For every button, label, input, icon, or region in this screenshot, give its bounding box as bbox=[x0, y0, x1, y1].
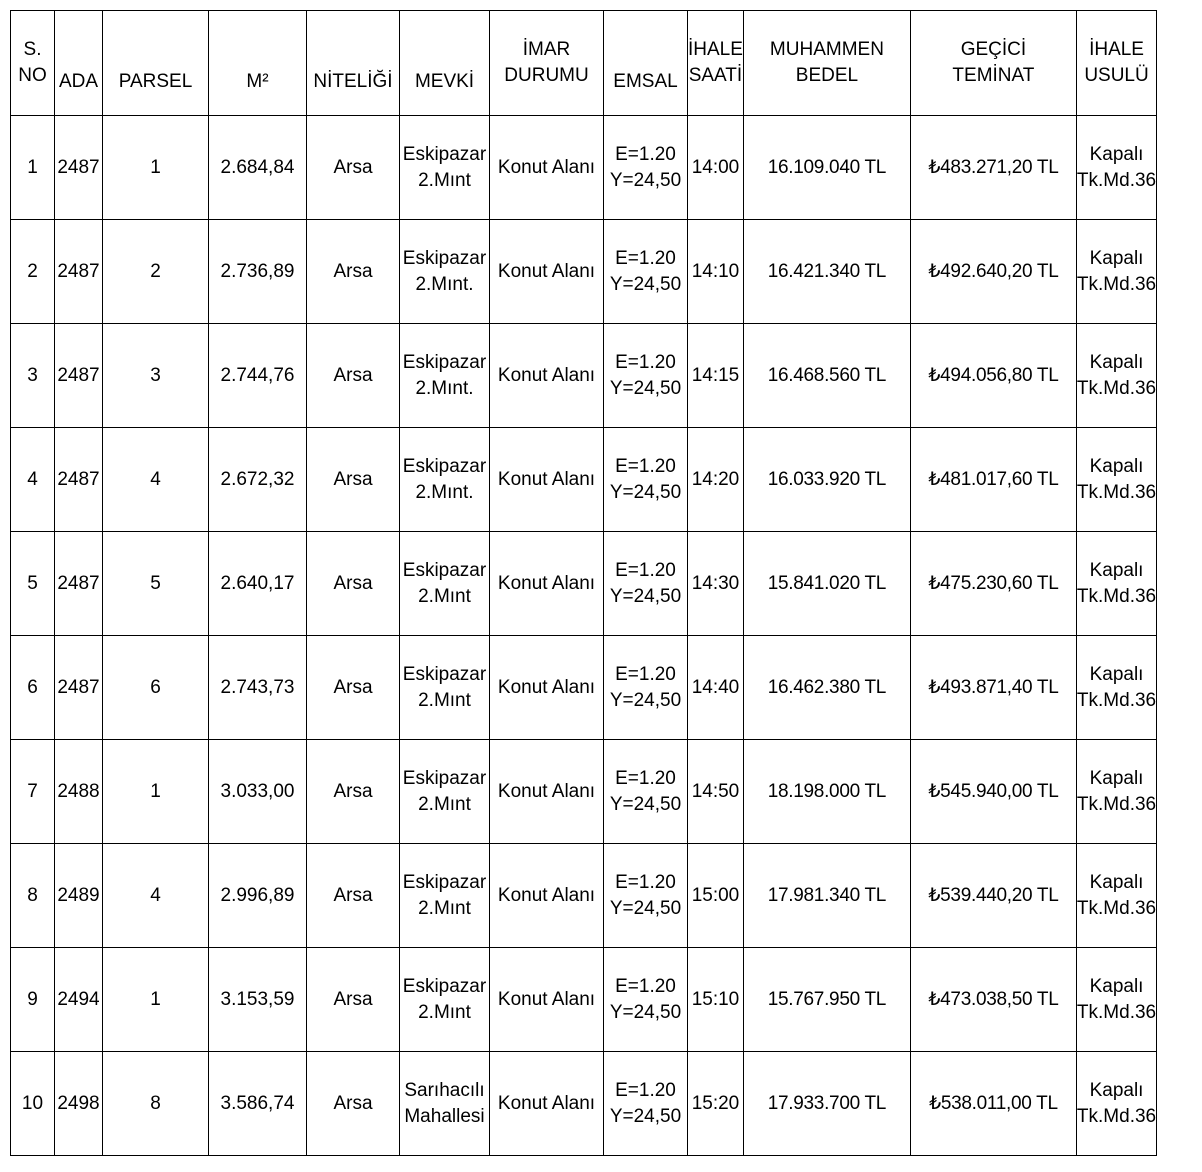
table-row bbox=[11, 636, 1157, 740]
header-ihale-saati: İHALE SAATİ bbox=[688, 11, 744, 116]
cell-gecici-teminat: ₺475.230,60 TL bbox=[910, 532, 1076, 636]
cell-emsal: E=1.20 Y=24,50 bbox=[604, 740, 688, 844]
header-m2: M² bbox=[209, 11, 307, 116]
cell-emsal: E=1.20 Y=24,50 bbox=[604, 428, 688, 532]
cell-sno: 1 bbox=[11, 116, 55, 220]
cell-muhammen-bedel: 18.198.000 TL bbox=[743, 740, 910, 844]
cell-ihale-usulu: Kapalı Tk.Md.36 bbox=[1076, 740, 1156, 844]
cell-mevki: Eskipazar 2.Mınt bbox=[400, 532, 490, 636]
cell-ihale-usulu: Kapalı Tk.Md.36 bbox=[1076, 948, 1156, 1052]
cell-parsel: 6 bbox=[103, 636, 209, 740]
cell-niteligi: Arsa bbox=[307, 428, 400, 532]
cell-muhammen-bedel: 15.767.950 TL bbox=[743, 948, 910, 1052]
cell-niteligi: Arsa bbox=[307, 116, 400, 220]
cell-ihale-usulu: Kapalı Tk.Md.36 bbox=[1076, 636, 1156, 740]
table-row bbox=[11, 1052, 1157, 1156]
cell-m2: 2.743,73 bbox=[209, 636, 307, 740]
header-imar-durumu: İMAR DURUMU bbox=[490, 11, 604, 116]
cell-mevki: Eskipazar 2.Mınt. bbox=[400, 324, 490, 428]
cell-gecici-teminat: ₺545.940,00 TL bbox=[910, 740, 1076, 844]
cell-niteligi: Arsa bbox=[307, 324, 400, 428]
cell-sno: 8 bbox=[11, 844, 55, 948]
cell-ihale-saati: 14:00 bbox=[688, 116, 744, 220]
table-row bbox=[11, 428, 1157, 532]
cell-m2: 2.672,32 bbox=[209, 428, 307, 532]
cell-ihale-saati: 15:00 bbox=[688, 844, 744, 948]
cell-ada: 2489 bbox=[55, 844, 103, 948]
cell-mevki: Eskipazar 2.Mınt. bbox=[400, 428, 490, 532]
cell-imar-durumu: Konut Alanı bbox=[490, 324, 604, 428]
cell-niteligi: Arsa bbox=[307, 948, 400, 1052]
cell-ihale-usulu: Kapalı Tk.Md.36 bbox=[1076, 532, 1156, 636]
cell-ada: 2487 bbox=[55, 532, 103, 636]
cell-emsal: E=1.20 Y=24,50 bbox=[604, 948, 688, 1052]
cell-muhammen-bedel: 16.109.040 TL bbox=[743, 116, 910, 220]
cell-ihale-saati: 14:15 bbox=[688, 324, 744, 428]
cell-ihale-usulu: Kapalı Tk.Md.36 bbox=[1076, 428, 1156, 532]
cell-niteligi: Arsa bbox=[307, 636, 400, 740]
cell-gecici-teminat: ₺473.038,50 TL bbox=[910, 948, 1076, 1052]
cell-parsel: 1 bbox=[103, 116, 209, 220]
cell-ihale-usulu: Kapalı Tk.Md.36 bbox=[1076, 324, 1156, 428]
cell-ada: 2487 bbox=[55, 324, 103, 428]
cell-gecici-teminat: ₺483.271,20 TL bbox=[910, 116, 1076, 220]
cell-m2: 2.640,17 bbox=[209, 532, 307, 636]
cell-ihale-saati: 14:30 bbox=[688, 532, 744, 636]
cell-niteligi: Arsa bbox=[307, 532, 400, 636]
cell-sno: 10 bbox=[11, 1052, 55, 1156]
cell-imar-durumu: Konut Alanı bbox=[490, 844, 604, 948]
cell-imar-durumu: Konut Alanı bbox=[490, 220, 604, 324]
table-row bbox=[11, 324, 1157, 428]
table-row bbox=[11, 116, 1157, 220]
cell-parsel: 8 bbox=[103, 1052, 209, 1156]
cell-mevki: Eskipazar 2.Mınt. bbox=[400, 220, 490, 324]
cell-sno: 6 bbox=[11, 636, 55, 740]
header-mevki: MEVKİ bbox=[400, 11, 490, 116]
cell-parsel: 2 bbox=[103, 220, 209, 324]
cell-sno: 5 bbox=[11, 532, 55, 636]
header-emsal: EMSAL bbox=[604, 11, 688, 116]
cell-m2: 2.736,89 bbox=[209, 220, 307, 324]
cell-sno: 9 bbox=[11, 948, 55, 1052]
cell-parsel: 4 bbox=[103, 844, 209, 948]
cell-m2: 2.684,84 bbox=[209, 116, 307, 220]
cell-muhammen-bedel: 15.841.020 TL bbox=[743, 532, 910, 636]
cell-imar-durumu: Konut Alanı bbox=[490, 1052, 604, 1156]
cell-niteligi: Arsa bbox=[307, 740, 400, 844]
cell-parsel: 3 bbox=[103, 324, 209, 428]
cell-m2: 2.744,76 bbox=[209, 324, 307, 428]
cell-muhammen-bedel: 17.933.700 TL bbox=[743, 1052, 910, 1156]
cell-ihale-saati: 14:50 bbox=[688, 740, 744, 844]
cell-parsel: 5 bbox=[103, 532, 209, 636]
cell-ihale-saati: 15:20 bbox=[688, 1052, 744, 1156]
cell-parsel: 1 bbox=[103, 948, 209, 1052]
cell-ada: 2494 bbox=[55, 948, 103, 1052]
header-muhammen-bedel: MUHAMMEN BEDEL bbox=[743, 11, 910, 116]
cell-m2: 2.996,89 bbox=[209, 844, 307, 948]
table-row bbox=[11, 844, 1157, 948]
cell-sno: 3 bbox=[11, 324, 55, 428]
cell-ada: 2487 bbox=[55, 428, 103, 532]
header-niteligi: NİTELİĞİ bbox=[307, 11, 400, 116]
header-parsel: PARSEL bbox=[103, 11, 209, 116]
cell-muhammen-bedel: 16.468.560 TL bbox=[743, 324, 910, 428]
cell-gecici-teminat: ₺493.871,40 TL bbox=[910, 636, 1076, 740]
cell-m2: 3.586,74 bbox=[209, 1052, 307, 1156]
cell-sno: 7 bbox=[11, 740, 55, 844]
cell-ihale-saati: 15:10 bbox=[688, 948, 744, 1052]
cell-niteligi: Arsa bbox=[307, 844, 400, 948]
cell-imar-durumu: Konut Alanı bbox=[490, 428, 604, 532]
cell-ihale-usulu: Kapalı Tk.Md.36 bbox=[1076, 220, 1156, 324]
cell-mevki: Eskipazar 2.Mınt bbox=[400, 948, 490, 1052]
cell-imar-durumu: Konut Alanı bbox=[490, 636, 604, 740]
cell-parsel: 1 bbox=[103, 740, 209, 844]
cell-gecici-teminat: ₺492.640,20 TL bbox=[910, 220, 1076, 324]
cell-ihale-saati: 14:20 bbox=[688, 428, 744, 532]
cell-gecici-teminat: ₺481.017,60 TL bbox=[910, 428, 1076, 532]
cell-muhammen-bedel: 16.033.920 TL bbox=[743, 428, 910, 532]
header-ihale-usulu: İHALE USULÜ bbox=[1076, 11, 1156, 116]
cell-ihale-saati: 14:10 bbox=[688, 220, 744, 324]
cell-ada: 2487 bbox=[55, 116, 103, 220]
cell-imar-durumu: Konut Alanı bbox=[490, 532, 604, 636]
header-sno: S. NO bbox=[11, 11, 55, 116]
cell-gecici-teminat: ₺494.056,80 TL bbox=[910, 324, 1076, 428]
cell-emsal: E=1.20 Y=24,50 bbox=[604, 116, 688, 220]
cell-mevki: Eskipazar 2.Mınt bbox=[400, 116, 490, 220]
cell-ihale-saati: 14:40 bbox=[688, 636, 744, 740]
header-row bbox=[11, 11, 1157, 116]
cell-ihale-usulu: Kapalı Tk.Md.36 bbox=[1076, 1052, 1156, 1156]
cell-mevki: Eskipazar 2.Mınt bbox=[400, 844, 490, 948]
cell-emsal: E=1.20 Y=24,50 bbox=[604, 324, 688, 428]
cell-mevki: Eskipazar 2.Mınt bbox=[400, 740, 490, 844]
cell-niteligi: Arsa bbox=[307, 1052, 400, 1156]
cell-muhammen-bedel: 17.981.340 TL bbox=[743, 844, 910, 948]
cell-muhammen-bedel: 16.462.380 TL bbox=[743, 636, 910, 740]
cell-mevki: Sarıhacılı Mahallesi bbox=[400, 1052, 490, 1156]
cell-emsal: E=1.20 Y=24,50 bbox=[604, 844, 688, 948]
cell-imar-durumu: Konut Alanı bbox=[490, 740, 604, 844]
cell-ihale-usulu: Kapalı Tk.Md.36 bbox=[1076, 844, 1156, 948]
table-row bbox=[11, 532, 1157, 636]
cell-emsal: E=1.20 Y=24,50 bbox=[604, 532, 688, 636]
cell-sno: 2 bbox=[11, 220, 55, 324]
cell-ihale-usulu: Kapalı Tk.Md.36 bbox=[1076, 116, 1156, 220]
cell-m2: 3.153,59 bbox=[209, 948, 307, 1052]
auction-table bbox=[10, 10, 1157, 1156]
cell-mevki: Eskipazar 2.Mınt bbox=[400, 636, 490, 740]
cell-gecici-teminat: ₺539.440,20 TL bbox=[910, 844, 1076, 948]
table-row bbox=[11, 740, 1157, 844]
cell-niteligi: Arsa bbox=[307, 220, 400, 324]
cell-ada: 2487 bbox=[55, 220, 103, 324]
cell-emsal: E=1.20 Y=24,50 bbox=[604, 636, 688, 740]
table-row bbox=[11, 948, 1157, 1052]
cell-emsal: E=1.20 Y=24,50 bbox=[604, 1052, 688, 1156]
cell-m2: 3.033,00 bbox=[209, 740, 307, 844]
cell-ada: 2498 bbox=[55, 1052, 103, 1156]
cell-sno: 4 bbox=[11, 428, 55, 532]
header-gecici-teminat: GEÇİCİ TEMİNAT bbox=[910, 11, 1076, 116]
cell-gecici-teminat: ₺538.011,00 TL bbox=[910, 1052, 1076, 1156]
cell-imar-durumu: Konut Alanı bbox=[490, 948, 604, 1052]
header-ada: ADA bbox=[55, 11, 103, 116]
table-row bbox=[11, 220, 1157, 324]
cell-imar-durumu: Konut Alanı bbox=[490, 116, 604, 220]
cell-muhammen-bedel: 16.421.340 TL bbox=[743, 220, 910, 324]
cell-ada: 2487 bbox=[55, 636, 103, 740]
cell-ada: 2488 bbox=[55, 740, 103, 844]
cell-parsel: 4 bbox=[103, 428, 209, 532]
cell-emsal: E=1.20 Y=24,50 bbox=[604, 220, 688, 324]
